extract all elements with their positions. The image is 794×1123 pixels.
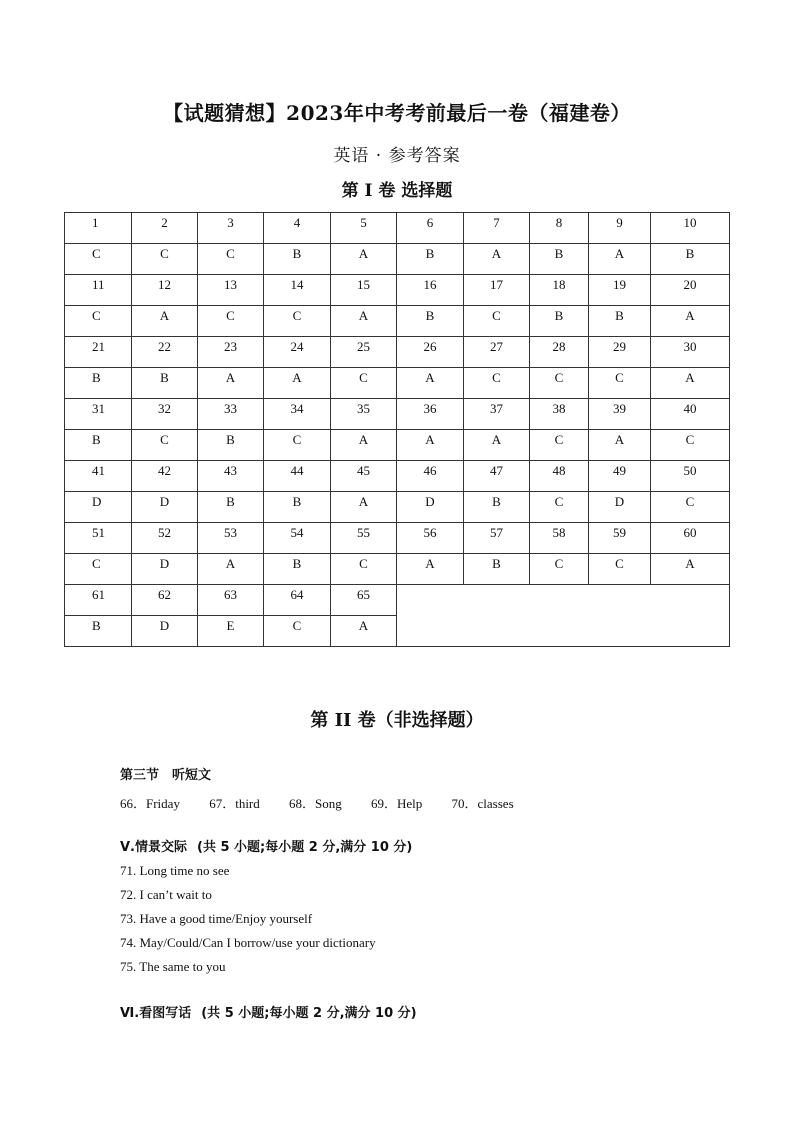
answer-cell: [132, 368, 198, 399]
answer-line: 72. I can’t wait to: [120, 887, 212, 902]
question-number: 60: [683, 525, 697, 540]
answer-letter: A: [491, 246, 502, 261]
question-number-cell: [589, 399, 651, 430]
question-number: 22: [158, 339, 171, 354]
answer-letter: A: [358, 618, 369, 633]
answer-cell: [589, 306, 651, 337]
question-number: 15: [357, 277, 370, 292]
answer-cell: [651, 430, 730, 461]
question-number: 31: [92, 401, 105, 416]
answer-letter: A: [225, 370, 236, 385]
answer-row: [65, 554, 730, 585]
question-number: 30: [683, 339, 697, 354]
answer-cell: [530, 368, 589, 399]
answer-cell: [132, 616, 198, 647]
question-number-cell: [397, 337, 464, 368]
question-number-cell: [132, 585, 198, 616]
question-number: 64: [290, 587, 304, 602]
question-number-cell: [464, 275, 530, 306]
answer-cell: [530, 492, 589, 523]
question-number-cell: [198, 275, 264, 306]
document-title: 【试题猜想】2023年中考考前最后一卷（福建卷）: [163, 101, 631, 125]
listening-answer: 70．classes: [451, 796, 514, 811]
answer-row: [65, 492, 730, 523]
question-number-cell: [132, 337, 198, 368]
question-number-cell: [331, 461, 397, 492]
answer-cell: [264, 492, 331, 523]
question-number: 16: [423, 277, 437, 292]
question-number-cell: [464, 337, 530, 368]
question-number-cell: [530, 337, 589, 368]
question-number: 44: [290, 463, 304, 478]
answer-row: [65, 244, 730, 275]
section-2-heading: 第 II 卷（非选择题）: [310, 710, 484, 731]
question-number-cell: [65, 399, 132, 430]
answer-letter: B: [492, 556, 501, 571]
question-number-row: [65, 461, 730, 492]
question-number: 10: [683, 215, 697, 230]
listening-answer: 67．third: [209, 796, 260, 811]
question-number: 59: [613, 525, 626, 540]
question-number-cell: [589, 337, 651, 368]
answer-letter: A: [685, 308, 695, 323]
answer-letter: C: [292, 308, 302, 323]
answer-cell: [589, 244, 651, 275]
listening-heading: 第三节 听短文: [120, 768, 212, 783]
question-number-cell: [264, 461, 331, 492]
answer-letter: C: [92, 308, 101, 323]
answer-letter: D: [614, 494, 625, 509]
listening-answer: 68．Song: [289, 796, 342, 811]
answer-table-body: [65, 213, 730, 647]
answer-letter: B: [554, 246, 564, 261]
question-number-cell: [397, 275, 464, 306]
question-number-cell: [65, 523, 132, 554]
answer-letter: B: [554, 308, 564, 323]
question-number: 34: [290, 401, 304, 416]
question-number-cell: [65, 337, 132, 368]
answer-row: [65, 368, 730, 399]
question-number: 58: [552, 525, 566, 540]
question-number: 2: [161, 215, 168, 230]
question-number-cell: [264, 275, 331, 306]
question-number: 1: [92, 215, 99, 230]
question-number-cell: [331, 213, 397, 244]
question-number: 11: [92, 277, 105, 292]
answer-letter: B: [425, 246, 435, 261]
answer-cell: [589, 492, 651, 523]
question-number-cell: [530, 461, 589, 492]
answer-cell: [331, 616, 397, 647]
question-number-cell: [331, 337, 397, 368]
question-number-cell: [397, 461, 464, 492]
question-number: 26: [423, 339, 437, 354]
question-number-cell: [651, 461, 730, 492]
answer-cell: [132, 554, 198, 585]
answer-line: 71. Long time no see: [120, 863, 230, 878]
answer-letter: B: [92, 432, 101, 447]
answer-letter: A: [425, 370, 435, 385]
answer-cell: [464, 244, 530, 275]
answer-cell: [651, 554, 730, 585]
question-number: 43: [224, 463, 237, 478]
answer-letter: D: [159, 494, 170, 509]
question-number: 65: [357, 587, 370, 602]
question-number-cell: [132, 399, 198, 430]
answer-letter: C: [226, 308, 235, 323]
answer-letter: B: [685, 246, 695, 261]
answer-row: [65, 306, 730, 337]
part-5-heading: [120, 836, 412, 855]
answer-cell: [264, 430, 331, 461]
answer-letter: C: [160, 246, 169, 261]
answer-letter: B: [615, 308, 624, 323]
question-number-cell: [589, 275, 651, 306]
answer-cell: [65, 368, 132, 399]
question-number: 17: [490, 277, 503, 292]
answer-letter: C: [359, 370, 368, 385]
question-number-cell: [264, 585, 331, 616]
question-number-cell: [331, 585, 397, 616]
question-number-cell: [264, 213, 331, 244]
question-number-cell: [264, 399, 331, 430]
answer-cell: [198, 244, 264, 275]
answer-letter: B: [226, 432, 235, 447]
question-number-cell: [464, 399, 530, 430]
question-number-cell: [264, 523, 331, 554]
answer-letter: B: [160, 370, 169, 385]
question-number: 12: [158, 277, 171, 292]
answer-cell: [331, 554, 397, 585]
question-number: 40: [683, 401, 697, 416]
question-number-cell: [651, 213, 730, 244]
answer-cell: [464, 554, 530, 585]
answer-cell: [464, 306, 530, 337]
answer-letter: A: [358, 432, 369, 447]
answer-cell: [464, 492, 530, 523]
answer-cell: [65, 616, 132, 647]
question-number: 32: [158, 401, 171, 416]
answer-cell: [65, 430, 132, 461]
answer-cell: [589, 554, 651, 585]
answer-letter: D: [159, 556, 170, 571]
question-number: 23: [224, 339, 237, 354]
question-number-cell: [530, 399, 589, 430]
answer-cell: [198, 616, 264, 647]
question-number: 63: [224, 587, 237, 602]
question-number: 39: [613, 401, 626, 416]
answer-letter: C: [615, 556, 624, 571]
question-number-cell: [132, 275, 198, 306]
answer-line: 75. The same to you: [120, 959, 226, 974]
question-number-cell: [397, 523, 464, 554]
question-number-cell: [464, 461, 530, 492]
question-number-cell: [651, 523, 730, 554]
question-number-row: [65, 585, 730, 616]
answer-cell: [530, 430, 589, 461]
question-number: 24: [290, 339, 304, 354]
question-number: 8: [555, 215, 563, 230]
part-6-note: (共 5 小题;每小题 2 分,满分 10 分): [201, 1006, 417, 1021]
answer-letter: C: [92, 246, 101, 261]
answer-cell: [397, 492, 464, 523]
answer-letter: B: [226, 494, 235, 509]
question-number: 29: [613, 339, 626, 354]
part-5-title: Ⅴ.情景交际: [120, 840, 187, 855]
question-number-cell: [331, 523, 397, 554]
answer-cell: [198, 554, 264, 585]
question-number: 14: [290, 277, 304, 292]
question-number: 62: [158, 587, 171, 602]
answer-cell: [464, 368, 530, 399]
answer-letter: A: [225, 556, 236, 571]
question-number-cell: [464, 523, 530, 554]
answer-letter: A: [358, 308, 369, 323]
question-number-cell: [65, 275, 132, 306]
question-number-cell: [132, 461, 198, 492]
answer-cell: [397, 430, 464, 461]
answer-letter: A: [358, 246, 369, 261]
question-number: 19: [613, 277, 626, 292]
question-number: 37: [490, 401, 503, 416]
question-number-cell: [530, 523, 589, 554]
question-number-cell: [651, 399, 730, 430]
answer-letter: B: [292, 556, 302, 571]
answer-cell: [331, 244, 397, 275]
question-number: 45: [357, 463, 370, 478]
answer-letter: A: [614, 432, 625, 447]
answer-letter: B: [292, 494, 302, 509]
answer-letter: C: [554, 494, 564, 509]
answer-row: [65, 430, 730, 461]
question-number: 52: [158, 525, 171, 540]
question-number-cell: [589, 213, 651, 244]
section-1-heading: 第 I 卷 选择题: [341, 181, 453, 201]
answer-cell: [132, 492, 198, 523]
answer-line: 73. Have a good time/Enjoy yourself: [120, 911, 313, 926]
answer-letter: B: [292, 246, 302, 261]
question-number: 54: [290, 525, 304, 540]
question-number: 36: [423, 401, 437, 416]
question-number-row: [65, 399, 730, 430]
answer-cell: [397, 554, 464, 585]
question-number-row: [65, 523, 730, 554]
part-6-title: Ⅵ.看图写话: [120, 1006, 192, 1021]
question-number-cell: [589, 461, 651, 492]
question-number: 47: [490, 463, 503, 478]
answer-cell: [132, 244, 198, 275]
answer-letter: C: [685, 494, 695, 509]
answer-cell: [264, 368, 331, 399]
question-number: 33: [224, 401, 237, 416]
answer-cell: [198, 492, 264, 523]
answer-letter: A: [685, 556, 695, 571]
answer-cell: [589, 368, 651, 399]
question-number: 57: [490, 525, 503, 540]
question-number-cell: [198, 399, 264, 430]
answer-line: 74. May/Could/Can I borrow/use your dictionary: [120, 935, 376, 950]
answer-cell: [397, 368, 464, 399]
question-number: 5: [360, 215, 367, 230]
answer-letter: C: [359, 556, 368, 571]
answer-cell: [264, 616, 331, 647]
question-number-cell: [331, 399, 397, 430]
question-number-cell: [464, 213, 530, 244]
answer-cell: [132, 306, 198, 337]
question-number: 49: [613, 463, 626, 478]
answer-cell: [530, 306, 589, 337]
question-number-cell: [65, 213, 132, 244]
question-number: 53: [224, 525, 237, 540]
answer-letter: C: [685, 432, 695, 447]
answer-cell: [264, 306, 331, 337]
question-number-cell: [651, 337, 730, 368]
question-number: 51: [92, 525, 105, 540]
question-number: 48: [552, 463, 566, 478]
answer-letter: C: [554, 370, 564, 385]
question-number: 41: [92, 463, 105, 478]
question-number-cell: [198, 337, 264, 368]
answer-cell: [530, 554, 589, 585]
answer-table: [64, 212, 730, 647]
answer-letter: A: [491, 432, 502, 447]
answer-letter: C: [554, 556, 564, 571]
question-number-cell: [530, 213, 589, 244]
answer-letter: C: [160, 432, 169, 447]
question-number-cell: [198, 585, 264, 616]
answer-cell: [198, 430, 264, 461]
answer-letter: C: [292, 432, 302, 447]
question-number: 46: [423, 463, 437, 478]
answer-cell: [331, 306, 397, 337]
answer-letter: A: [358, 494, 369, 509]
question-number: 18: [552, 277, 566, 292]
question-number-row: [65, 213, 730, 244]
question-number: 28: [552, 339, 566, 354]
answer-cell: [331, 492, 397, 523]
answer-cell: [264, 244, 331, 275]
answer-cell: [264, 554, 331, 585]
answer-letter: B: [92, 370, 101, 385]
question-number-cell: [198, 213, 264, 244]
answer-cell: [132, 430, 198, 461]
answer-letter: C: [92, 556, 101, 571]
empty-cell: [397, 585, 730, 647]
question-number: 42: [158, 463, 171, 478]
answer-letter: C: [554, 432, 564, 447]
answer-cell: [464, 430, 530, 461]
answer-letter: C: [492, 308, 501, 323]
answer-cell: [65, 244, 132, 275]
question-number: 25: [357, 339, 370, 354]
answer-letter: B: [92, 618, 101, 633]
answer-cell: [331, 368, 397, 399]
answer-cell: [651, 244, 730, 275]
answer-letter: C: [292, 618, 302, 633]
answer-cell: [589, 430, 651, 461]
question-number: 38: [552, 401, 566, 416]
answer-cell: [198, 368, 264, 399]
answer-letter: D: [92, 494, 102, 509]
answer-cell: [651, 492, 730, 523]
answer-cell: [65, 306, 132, 337]
answer-cell: [198, 306, 264, 337]
question-number-row: [65, 275, 730, 306]
question-number-cell: [530, 275, 589, 306]
answer-letter: B: [492, 494, 501, 509]
question-number-cell: [65, 585, 132, 616]
answer-cell: [651, 368, 730, 399]
answer-cell: [65, 492, 132, 523]
question-number-cell: [132, 213, 198, 244]
listening-answer: 66．Friday: [120, 796, 180, 811]
answer-letter: A: [425, 432, 435, 447]
question-number: 20: [683, 277, 697, 292]
answer-letter: A: [685, 370, 695, 385]
answer-letter: A: [159, 308, 170, 323]
question-number-cell: [132, 523, 198, 554]
question-number-cell: [397, 399, 464, 430]
answer-cell: [397, 244, 464, 275]
question-number: 6: [426, 215, 434, 230]
question-number-cell: [198, 461, 264, 492]
answer-cell: [65, 554, 132, 585]
answer-letter: D: [425, 494, 435, 509]
answer-letter: C: [492, 370, 501, 385]
listening-answer: 69．Help: [371, 796, 423, 811]
question-number: 4: [293, 215, 301, 230]
question-number-cell: [331, 275, 397, 306]
answer-letter: B: [425, 308, 435, 323]
answer-letter: A: [614, 246, 625, 261]
question-number-cell: [589, 523, 651, 554]
answer-cell: [530, 244, 589, 275]
question-number-cell: [198, 523, 264, 554]
part-5-note: (共 5 小题;每小题 2 分,满分 10 分): [197, 840, 413, 855]
question-number: 13: [224, 277, 237, 292]
question-number-cell: [65, 461, 132, 492]
answer-letter: C: [615, 370, 624, 385]
question-number: 50: [683, 463, 697, 478]
question-number: 61: [92, 587, 105, 602]
document-subtitle: 英语 · 参考答案: [333, 146, 461, 166]
answer-letter: C: [226, 246, 235, 261]
answer-letter: D: [159, 618, 170, 633]
question-number: 21: [92, 339, 105, 354]
answer-cell: [651, 306, 730, 337]
listening-answers: [120, 793, 540, 812]
question-number: 35: [357, 401, 370, 416]
answer-letter: A: [425, 556, 435, 571]
question-number: 9: [616, 215, 623, 230]
question-number: 3: [227, 215, 234, 230]
question-number: 7: [493, 215, 500, 230]
question-number-cell: [651, 275, 730, 306]
answer-letter: A: [292, 370, 302, 385]
part-6-heading: [120, 1002, 417, 1021]
question-number: 56: [423, 525, 437, 540]
question-number-cell: [264, 337, 331, 368]
answer-cell: [331, 430, 397, 461]
question-number-cell: [397, 213, 464, 244]
question-number: 55: [357, 525, 370, 540]
answer-cell: [397, 306, 464, 337]
answer-letter: E: [226, 618, 235, 633]
question-number-row: [65, 337, 730, 368]
question-number: 27: [490, 339, 503, 354]
